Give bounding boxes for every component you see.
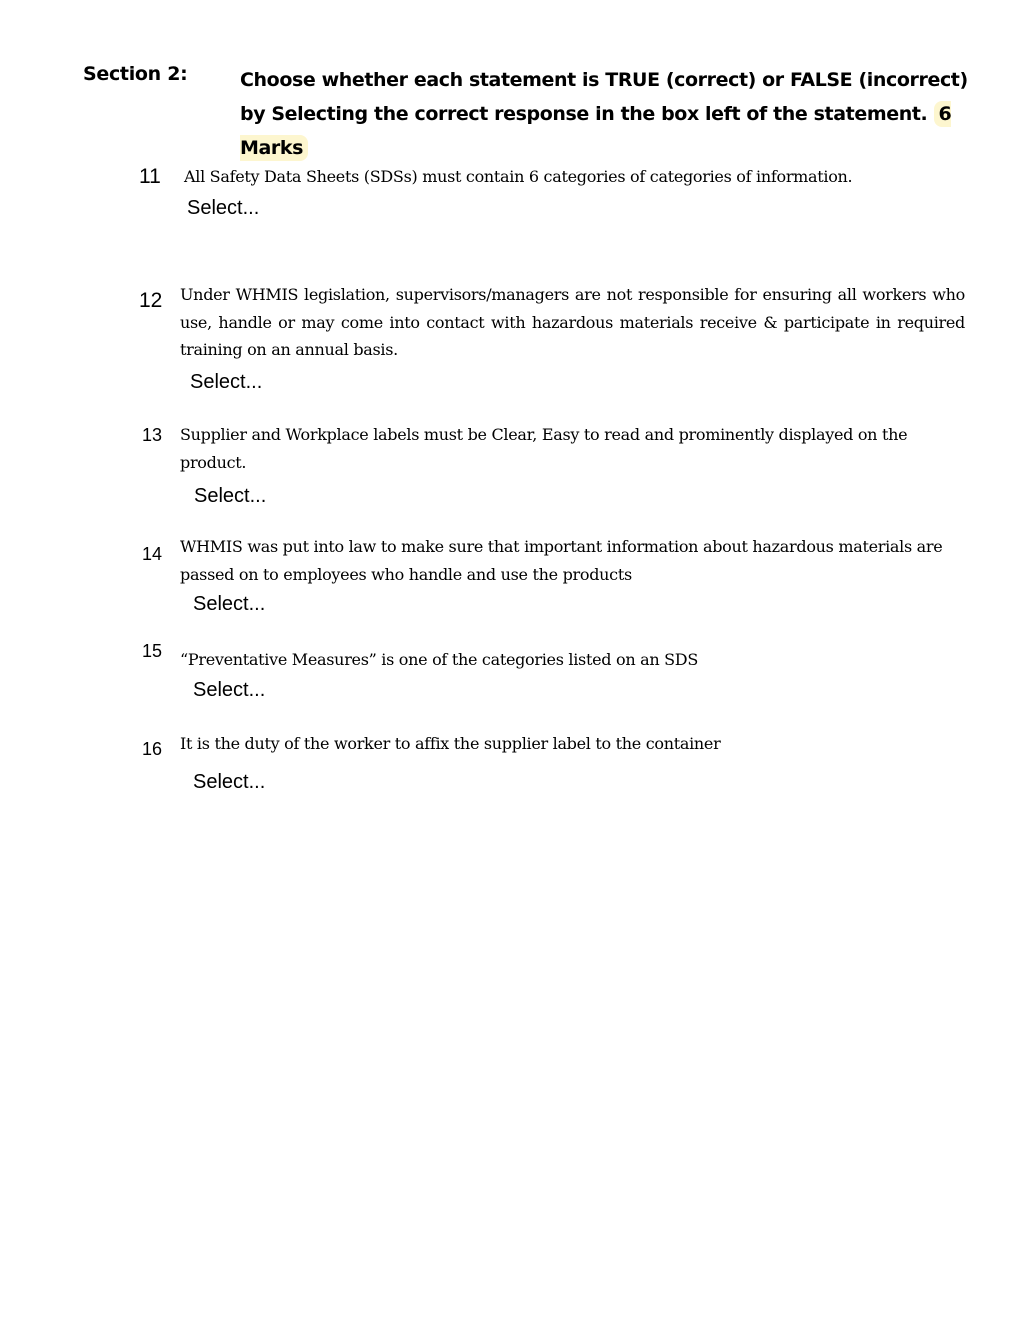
question-text: Supplier and Workplace labels must be Clear, Easy to read and prominently displayed on the product. <box>180 425 908 472</box>
answer-select[interactable]: Select... <box>187 197 260 219</box>
answer-select[interactable]: Select... <box>190 371 263 393</box>
instruction-text: Choose whether each statement is TRUE (correct) or FALSE (incorrect) by Selecting the correct response in the box left of the statement. <box>240 69 968 125</box>
question-text: “Preventative Measures” is one of the categories listed on an SDS <box>180 650 699 669</box>
question-number: 15 <box>142 641 163 661</box>
question-number: 11 <box>139 165 161 188</box>
marks-badge: 6 Marks <box>240 103 952 159</box>
question-number: 13 <box>142 425 163 445</box>
answer-select[interactable]: Select... <box>193 771 266 793</box>
question-text: WHMIS was put into law to make sure that important information about hazardous materials are passed on to employees who handle and use the products <box>180 537 943 584</box>
question-text: It is the duty of the worker to affix the supplier label to the container <box>180 734 721 753</box>
question-number: 12 <box>139 289 163 312</box>
answer-select[interactable]: Select... <box>193 679 266 701</box>
section-label: Section 2: <box>83 63 188 85</box>
answer-select[interactable]: Select... <box>194 485 267 507</box>
question-text: All Safety Data Sheets (SDSs) must contain 6 categories of categories of information. <box>184 167 853 186</box>
question-number: 14 <box>142 544 163 564</box>
section-instructions <box>240 63 970 165</box>
question-number: 16 <box>142 739 163 759</box>
answer-select[interactable]: Select... <box>193 593 266 615</box>
question-text: Under WHMIS legislation, supervisors/managers are not responsible for ensuring all workers who use, handle or may come into contact with hazardous materials receive & participate in required training on an annual basis. <box>180 285 965 359</box>
